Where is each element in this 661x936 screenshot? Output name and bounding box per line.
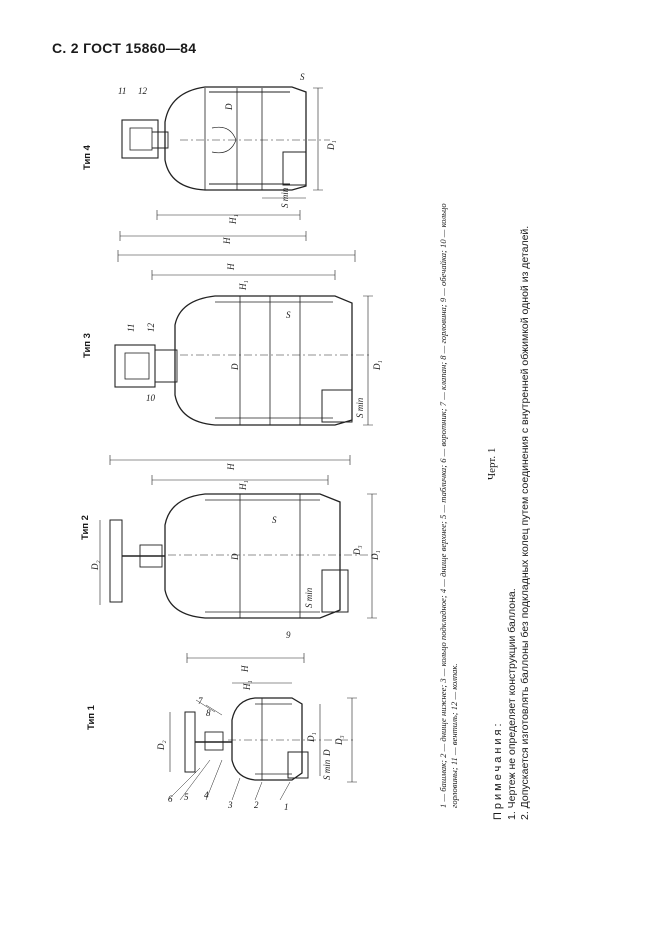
t1-label-Smin: S min — [322, 759, 332, 780]
t3-label-S: S — [286, 310, 291, 320]
t1-label-3: 3 — [228, 800, 233, 810]
t1-label-2: 2 — [254, 800, 259, 810]
type4-cylinder — [120, 87, 330, 241]
type2-label: Тип 2 — [80, 515, 91, 540]
t4-label-H: H — [222, 237, 232, 244]
legend-caption — [438, 88, 460, 808]
t2-label-H: H — [226, 463, 236, 470]
note-1: 1. Чертеж не определяет конструкции баллона. — [506, 588, 518, 820]
page-header: С. 2 ГОСТ 15860—84 — [52, 40, 197, 56]
t2-label-D2: D₂ — [90, 560, 100, 570]
t4-label-S: S — [300, 72, 305, 82]
t3-label-D1: D₁ — [372, 360, 382, 370]
t1-label-H1: H₁ — [242, 680, 252, 690]
t1-label-8: 8 — [206, 708, 211, 718]
type1-label: Тип 1 — [86, 705, 97, 730]
t3-label-D: D — [230, 363, 240, 370]
t4-label-H1: H₁ — [228, 214, 238, 224]
figure-label: Черт. 1 — [486, 447, 498, 480]
t1-label-1: 1 — [284, 802, 289, 812]
t1-label-D1: D₁ — [306, 732, 316, 742]
t3-label-12: 12 — [146, 323, 156, 332]
caption-line-1: 1 — башмак; 2 — днище нижнее; 3 — кольцо подкладное; 4 — днище верхнее; 5 — табличка; 6 — воротник; 7 — клапан; 8 — горловина; 9 — обечайка; 10 — кольцо — [438, 203, 448, 808]
t2-label-S: S — [272, 515, 277, 525]
t1-label-H: H — [240, 665, 250, 672]
t2-label-D3: D₃ — [352, 545, 362, 555]
type4-label: Тип 4 — [82, 145, 93, 170]
t2-label-Smin: S min — [304, 587, 314, 608]
t1-label-D: D — [322, 749, 332, 756]
t2-label-D1: D₁ — [370, 550, 380, 560]
t1-label-D3: D₃ — [334, 735, 344, 745]
t4-label-Smin: S min — [280, 187, 290, 208]
t2-label-D: D — [230, 553, 240, 560]
notes-title: Примечания: — [492, 720, 504, 820]
t3-label-H1: H₁ — [238, 280, 248, 290]
t3-label-H: H — [226, 263, 236, 270]
notes-block — [492, 80, 532, 820]
t1-label-6: 6 — [168, 794, 173, 804]
t3-label-11: 11 — [126, 323, 136, 332]
t1-label-4: 4 — [204, 790, 209, 800]
note-2: 2. Допускается изготовлять баллоны без подкладных колец путем соединения с внутренней обжимкой одной из деталей. — [519, 225, 531, 820]
type3-label: Тип 3 — [82, 333, 93, 358]
t2-label-H1: H₁ — [238, 480, 248, 490]
caption-line-2: горловины; 11 — вентиль; 12 — колпак. — [449, 663, 459, 808]
t4-label-D: D — [224, 103, 234, 110]
t4-label-12: 12 — [138, 86, 147, 96]
t3-label-10: 10 — [146, 393, 155, 403]
t4-label-D1: D₁ — [326, 140, 336, 150]
t2-label-9: 9 — [286, 630, 291, 640]
t4-label-11: 11 — [118, 86, 127, 96]
t1-label-5: 5 — [184, 792, 189, 802]
t1-label-D2: D₂ — [156, 740, 166, 750]
t1-label-7: 7 — [198, 696, 203, 706]
t3-label-Smin: S min — [355, 397, 365, 418]
